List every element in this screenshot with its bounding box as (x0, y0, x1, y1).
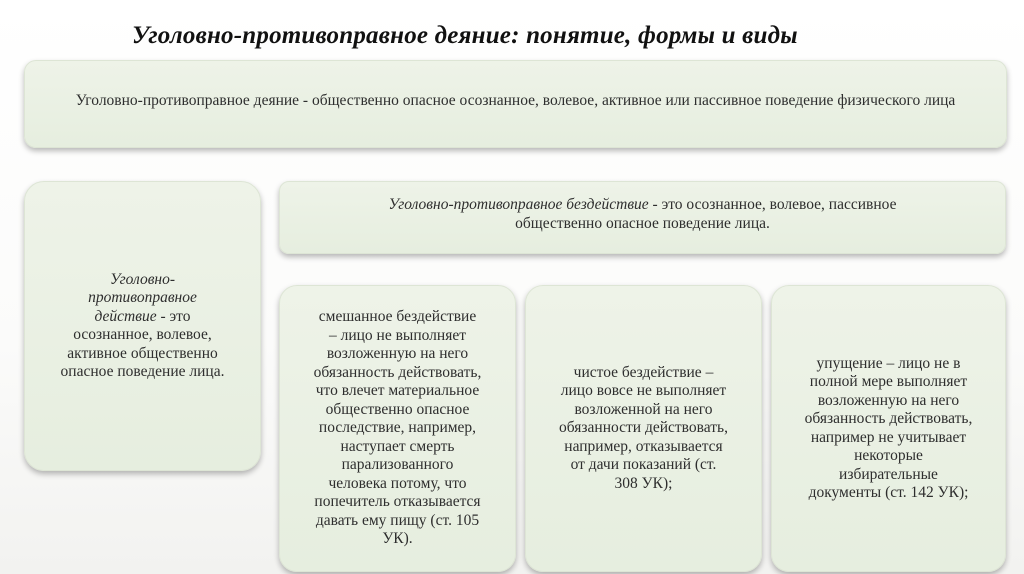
definition-text: Уголовно-противоправное деяние - общественно опасное осознанное, волевое, активное или пассивное поведение физического лица (75, 91, 956, 109)
omission-text: упущение – лицо не в полной мере выполняет возложенную на него обязанность действовать, например не учитывает некоторые избирательные документы (ст. 142 УК); (804, 354, 973, 501)
inaction-box (279, 181, 1006, 254)
pure-inaction-box (525, 285, 762, 572)
action-text: - это осознанное, волевое, активное общественно опасное поведение лица. (60, 307, 225, 380)
action-definition (61, 271, 225, 382)
action-term: Уголовно- противоправное действие (88, 270, 197, 325)
omission-box (771, 285, 1006, 572)
inaction-text: - это осознанное, волевое, пассивное общественно опасное поведение лица. (515, 196, 897, 232)
mixed-inaction-text: смешанное бездействие – лицо не выполняет возложенную на него обязанность действовать, что влечет материальное общественно опасное последствие, например, наступает смерть парализованного человека потому, что попечитель отказывается давать ему пищу (ст. 105 УК). (313, 308, 482, 548)
mixed-inaction-box (279, 285, 516, 572)
inaction-term: Уголовно-противоправное бездействие (388, 196, 649, 213)
definition-box (24, 60, 1007, 148)
inaction-definition (389, 196, 897, 233)
pure-inaction-text: чистое бездействие – лицо вовсе не выполняет возложенной на него обязанности действовать, например, отказывается от дачи показаний (ст. 308 УК); (559, 363, 728, 492)
slide-title: Уголовно-противоправное деяние: понятие, формы и виды (132, 22, 798, 49)
action-box (24, 181, 261, 471)
